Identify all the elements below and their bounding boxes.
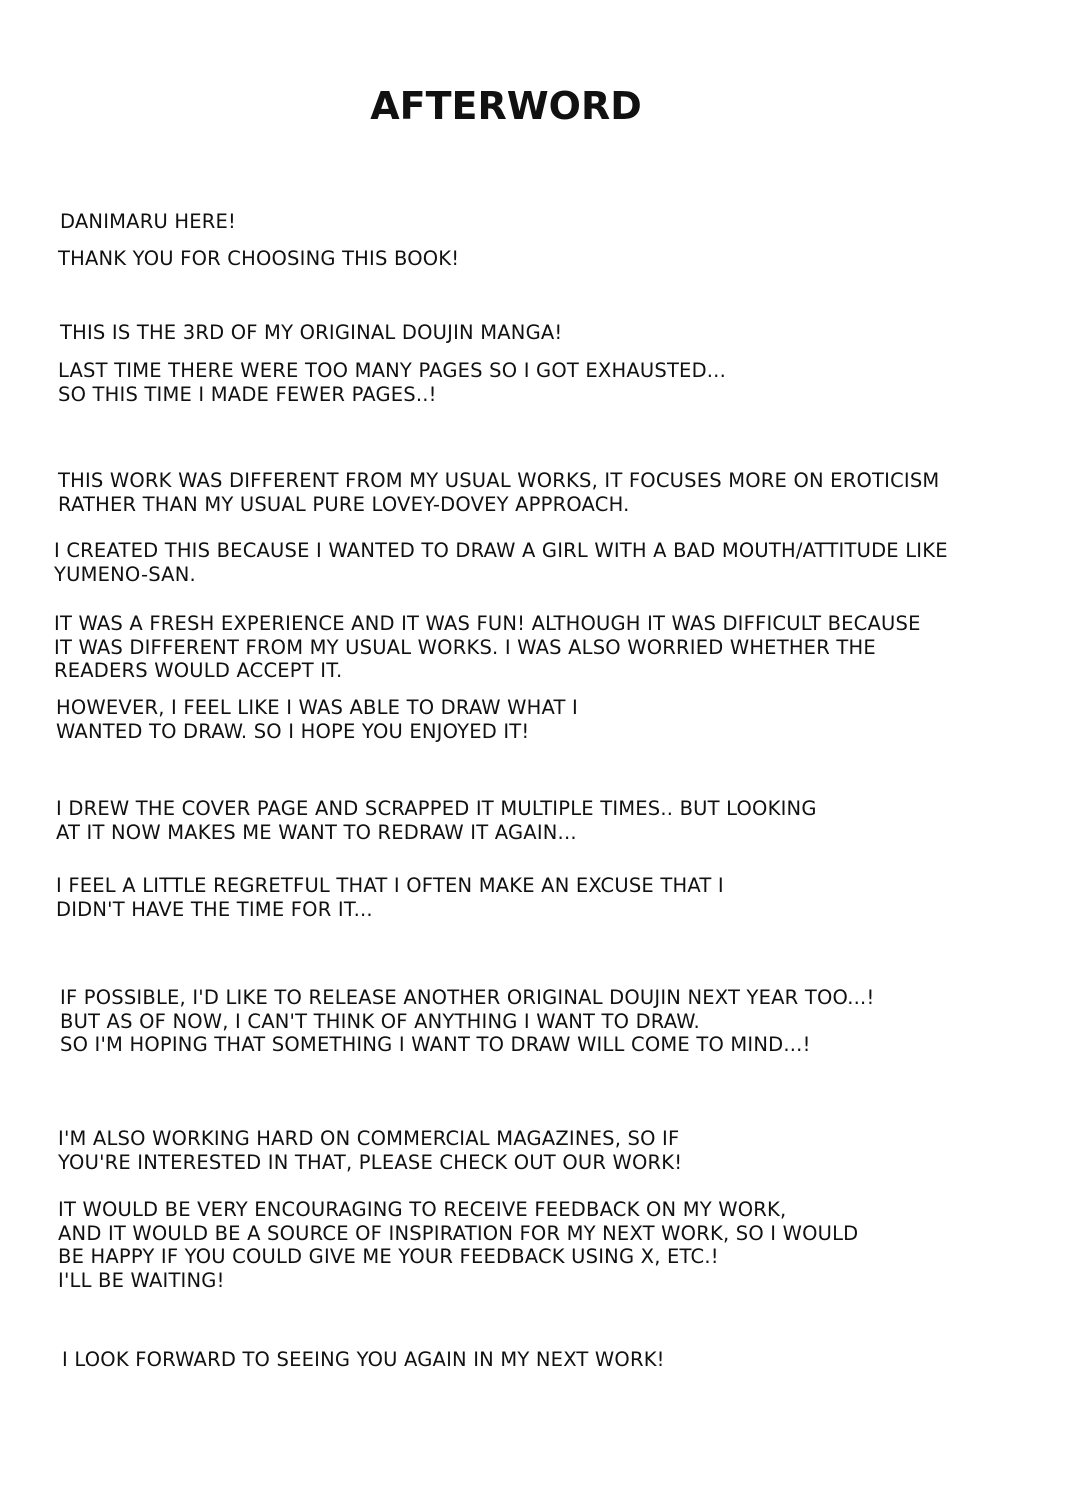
paragraph-next-year: IF POSSIBLE, I'D LIKE TO RELEASE ANOTHER ORIGINAL DOUJIN NEXT YEAR TOO...! BUT AS OF NOW, I CAN'T THINK OF ANYTHING I WANT TO DRAW. SO I'M HOPING THAT SOMETHING I WANT TO DRAW WILL COME TO MIND...! [60,986,875,1056]
paragraph-experience: IT WAS A FRESH EXPERIENCE AND IT WAS FUN! ALTHOUGH IT WAS DIFFICULT BECAUSE IT WAS DIFFERENT FROM MY USUAL WORKS. I WAS ALSO WORRIED WHETHER THE READERS WOULD ACCEPT IT. [54,612,921,682]
paragraph-commercial: I'M ALSO WORKING HARD ON COMMERCIAL MAGAZINES, SO IF YOU'RE INTERESTED IN THAT, PLEASE CHECK OUT OUR WORK! [58,1127,683,1174]
paragraph-closing: I LOOK FORWARD TO SEEING YOU AGAIN IN MY NEXT WORK! [62,1348,665,1371]
paragraph-thanks: THANK YOU FOR CHOOSING THIS BOOK! [58,247,460,270]
paragraph-eroticism: THIS WORK WAS DIFFERENT FROM MY USUAL WORKS, IT FOCUSES MORE ON EROTICISM RATHER THAN MY USUAL PURE LOVEY-DOVEY APPROACH. [58,469,940,516]
page-title: AFTERWORD [370,84,642,128]
paragraph-hope: HOWEVER, I FEEL LIKE I WAS ABLE TO DRAW WHAT I WANTED TO DRAW. SO I HOPE YOU ENJOYED IT! [56,696,579,743]
paragraph-regret: I FEEL A LITTLE REGRETFUL THAT I OFTEN MAKE AN EXCUSE THAT I DIDN'T HAVE THE TIME FOR IT... [56,874,724,921]
paragraph-third-doujin: THIS IS THE 3RD OF MY ORIGINAL DOUJIN MANGA! [60,321,563,344]
paragraph-cover-page: I DREW THE COVER PAGE AND SCRAPPED IT MULTIPLE TIMES.. BUT LOOKING AT IT NOW MAKES ME WANT TO REDRAW IT AGAIN... [56,797,817,844]
paragraph-fewer-pages: LAST TIME THERE WERE TOO MANY PAGES SO I GOT EXHAUSTED... SO THIS TIME I MADE FEWER PAGES..! [58,359,726,406]
paragraph-feedback: IT WOULD BE VERY ENCOURAGING TO RECEIVE FEEDBACK ON MY WORK, AND IT WOULD BE A SOURCE OF INSPIRATION FOR MY NEXT WORK, SO I WOULD BE HAPPY IF YOU COULD GIVE ME YOUR FEEDBACK USING X, ETC.! I'LL BE WAITING! [58,1198,859,1292]
paragraph-greeting: DANIMARU HERE! [60,210,237,233]
paragraph-motivation: I CREATED THIS BECAUSE I WANTED TO DRAW A GIRL WITH A BAD MOUTH/ATTITUDE LIKE YUMENO-SAN. [54,539,948,586]
